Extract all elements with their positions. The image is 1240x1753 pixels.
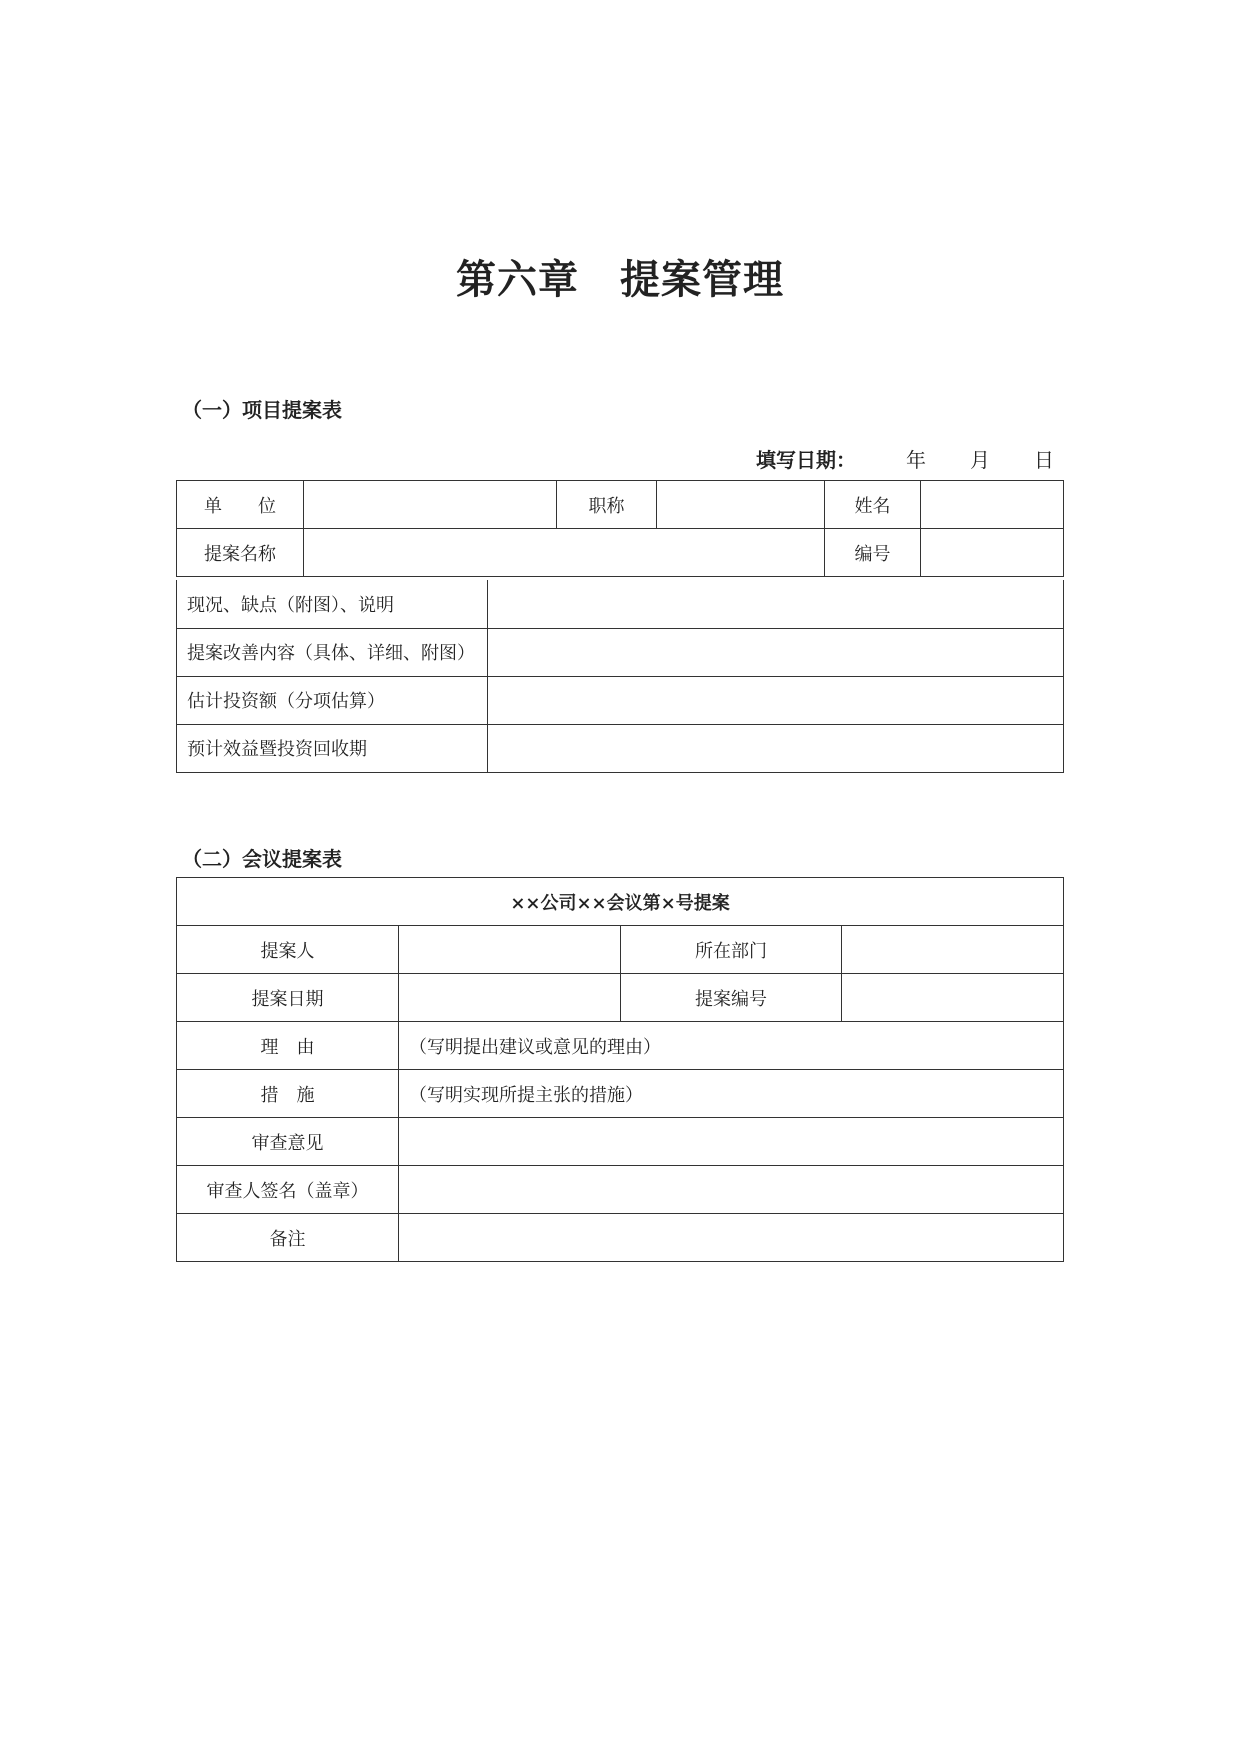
job-title-label: 职称 <box>557 481 657 529</box>
table-row <box>177 724 1064 772</box>
department-field[interactable] <box>842 926 1064 974</box>
proposal-name-label: 提案名称 <box>177 529 304 577</box>
improvement-content-field[interactable] <box>488 628 1064 676</box>
improvement-content-label: 提案改善内容（具体、详细、附图） <box>177 628 488 676</box>
proposal-date-field[interactable] <box>399 974 621 1022</box>
department-label: 所在部门 <box>621 926 842 974</box>
table-row <box>177 1118 1064 1166</box>
fill-date-line <box>756 444 1054 473</box>
project-proposal-table-top <box>176 480 1064 577</box>
table-row <box>177 676 1064 724</box>
review-opinion-field[interactable] <box>399 1118 1064 1166</box>
proposal-date-label: 提案日期 <box>177 974 399 1022</box>
section-title-meeting-proposal: （二）会议提案表 <box>182 847 342 871</box>
section-title-project-proposal: （一）项目提案表 <box>182 398 342 422</box>
expected-benefit-label: 预计效益暨投资回收期 <box>177 724 488 772</box>
reviewer-signature-field[interactable] <box>399 1166 1064 1214</box>
job-title-field[interactable] <box>657 481 825 529</box>
reason-label: 理 由 <box>177 1022 399 1070</box>
investment-estimate-field[interactable] <box>488 676 1064 724</box>
unit-field[interactable] <box>304 481 557 529</box>
number-field[interactable] <box>921 529 1064 577</box>
table-row <box>177 974 1064 1022</box>
table-row <box>177 1166 1064 1214</box>
date-unit-month: 月 <box>970 448 990 472</box>
reason-field[interactable]: （写明提出建议或意见的理由） <box>399 1022 1064 1070</box>
remarks-field[interactable] <box>399 1214 1064 1262</box>
status-defects-label: 现况、缺点（附图）、说明 <box>177 580 488 628</box>
meeting-proposal-header: ××公司××会议第×号提案 <box>177 878 1064 926</box>
review-opinion-label: 审查意见 <box>177 1118 399 1166</box>
date-unit-year: 年 <box>906 448 926 472</box>
project-proposal-table-details <box>176 580 1064 773</box>
proposal-name-field[interactable] <box>304 529 825 577</box>
unit-label: 单 位 <box>177 481 304 529</box>
status-defects-field[interactable] <box>488 580 1064 628</box>
name-label: 姓名 <box>825 481 921 529</box>
proposer-label: 提案人 <box>177 926 399 974</box>
table-row <box>177 926 1064 974</box>
measures-label: 措 施 <box>177 1070 399 1118</box>
measures-field[interactable]: （写明实现所提主张的措施） <box>399 1070 1064 1118</box>
proposer-field[interactable] <box>399 926 621 974</box>
reviewer-signature-label: 审查人签名（盖章） <box>177 1166 399 1214</box>
date-unit-day: 日 <box>1034 448 1054 472</box>
table-row <box>177 1022 1064 1070</box>
name-field[interactable] <box>921 481 1064 529</box>
page-title: 第六章 提案管理 <box>456 256 784 303</box>
proposal-number-label: 提案编号 <box>621 974 842 1022</box>
number-label: 编号 <box>825 529 921 577</box>
fill-date-label: 填写日期： <box>756 448 856 472</box>
table-row <box>177 481 1064 529</box>
table-row <box>177 1070 1064 1118</box>
table-row <box>177 529 1064 577</box>
table-row <box>177 1214 1064 1262</box>
table-row <box>177 878 1064 926</box>
meeting-proposal-table <box>176 877 1064 1262</box>
remarks-label: 备注 <box>177 1214 399 1262</box>
expected-benefit-field[interactable] <box>488 724 1064 772</box>
table-row <box>177 580 1064 628</box>
proposal-number-field[interactable] <box>842 974 1064 1022</box>
table-row <box>177 628 1064 676</box>
investment-estimate-label: 估计投资额（分项估算） <box>177 676 488 724</box>
